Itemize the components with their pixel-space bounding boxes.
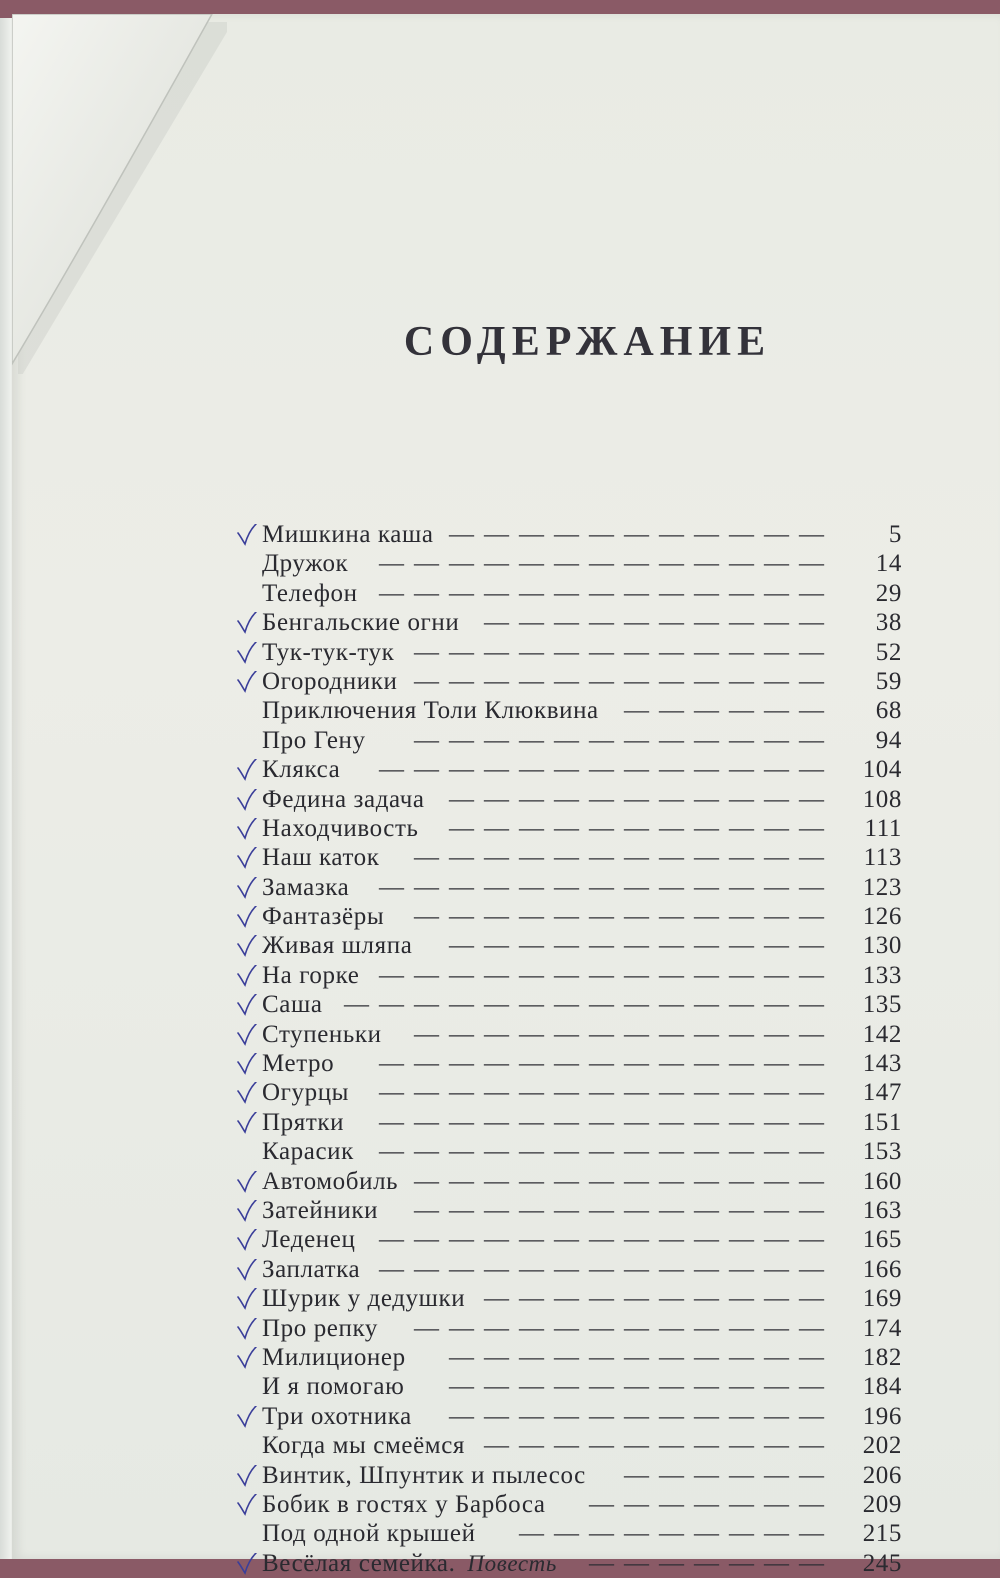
toc-page-number: 135 (862, 991, 902, 1019)
toc-entry-title-text: Ступеньки (262, 1020, 382, 1048)
toc-page-number: 68 (875, 697, 902, 725)
handwritten-check-icon (236, 1465, 258, 1487)
dash-leader: ————————————— (379, 1226, 834, 1254)
dash-leader: ——————— (589, 1490, 834, 1518)
toc-entry-title (262, 1167, 398, 1196)
toc-page-number: 142 (862, 1020, 902, 1048)
handwritten-check-icon (236, 1259, 258, 1281)
toc-entry (262, 1078, 902, 1107)
toc-page-number: 160 (862, 1167, 902, 1195)
toc-entry-title (262, 1402, 412, 1431)
dash-leader: ———————————— (414, 1314, 834, 1342)
toc-page-number: 206 (862, 1461, 902, 1489)
toc-entry-title (262, 1343, 406, 1372)
handwritten-check-icon (236, 1494, 258, 1516)
toc-entry (262, 638, 902, 667)
toc-page-number: 29 (875, 579, 902, 607)
dash-leader: ————————————— (379, 961, 834, 989)
dash-leader: —————————— (484, 609, 834, 637)
toc-page-number: 209 (862, 1490, 902, 1518)
toc-entry (262, 520, 902, 549)
toc-page-number: 52 (875, 638, 902, 666)
toc-entry (262, 814, 902, 843)
dash-leader: ——————————— (449, 1402, 834, 1430)
toc-entry-title (262, 579, 358, 608)
toc-entry-title-text: Фантазёры (262, 903, 385, 931)
toc-entry (262, 1196, 902, 1225)
toc-entry (262, 785, 902, 814)
dash-leader: ——————————— (449, 1373, 834, 1401)
toc-page-number: 147 (862, 1079, 902, 1107)
dash-leader: ————————————— (379, 579, 834, 607)
dash-leader: ————————————— (379, 1138, 834, 1166)
toc-entry-title-text: Карасик (262, 1138, 354, 1166)
toc-page-number: 165 (862, 1226, 902, 1254)
toc-page-number: 184 (862, 1373, 902, 1401)
toc-entry-title (262, 1108, 344, 1137)
toc-page-number: 111 (864, 814, 902, 842)
dash-leader: ————————— (519, 1520, 834, 1548)
toc-page-number: 196 (862, 1402, 902, 1430)
dash-leader: ——————————— (449, 814, 834, 842)
toc-entry-title (262, 726, 366, 755)
toc-entry (262, 902, 902, 931)
dash-leader: ————————————— (379, 1050, 834, 1078)
table-of-contents (262, 520, 902, 1578)
toc-entry-title-text: Про Гену (262, 726, 366, 754)
toc-page-number: 5 (888, 521, 902, 548)
toc-entry-title-text: И я помогаю (262, 1373, 405, 1401)
dash-leader: —————— (624, 697, 834, 725)
toc-entry (262, 961, 902, 990)
toc-page-number: 215 (862, 1520, 902, 1548)
toc-entry-title (262, 549, 348, 578)
dash-leader: —————————— (484, 1432, 834, 1460)
dash-leader: ———————————— (414, 667, 834, 695)
dash-leader: ———————————— (414, 1020, 834, 1048)
dash-leader: —————————— (484, 1285, 834, 1313)
toc-entry (262, 1108, 902, 1137)
toc-page-number: 14 (875, 550, 902, 578)
handwritten-check-icon (236, 642, 258, 664)
toc-page-number: 130 (862, 932, 902, 960)
toc-entry-title (262, 1284, 465, 1313)
handwritten-check-icon (236, 1553, 258, 1575)
toc-entry-title (262, 608, 459, 637)
toc-entry-title-text: Находчивость (262, 814, 419, 842)
toc-entry-title-text: Шурик у дедушки (262, 1285, 466, 1313)
toc-page-number: 174 (862, 1314, 902, 1342)
toc-entry-title-text: Живая шляпа (262, 932, 413, 960)
toc-entry-title (262, 1020, 382, 1049)
toc-entry-title (262, 1196, 378, 1225)
handwritten-check-icon (236, 1053, 258, 1075)
dash-leader: ———————————— (414, 1196, 834, 1224)
toc-entry-title-text: Приключения Толи Клюквина (262, 697, 599, 725)
toc-entry (262, 1372, 902, 1401)
toc-entry-title-text: Затейники (262, 1196, 379, 1224)
toc-page-number: 59 (875, 667, 902, 695)
toc-page-number: 94 (875, 726, 902, 754)
toc-page-number: 104 (862, 756, 902, 784)
toc-entry-title-text: Леденец (262, 1226, 356, 1254)
toc-page-number: 108 (862, 785, 902, 813)
handwritten-check-icon (236, 1171, 258, 1193)
toc-entry-title (262, 1372, 404, 1401)
toc-entry-title-text: Замазка (262, 873, 350, 901)
toc-entry (262, 1314, 902, 1343)
toc-entry-title (262, 1255, 360, 1284)
handwritten-check-icon (236, 906, 258, 928)
dash-leader: ———————————— (414, 726, 834, 754)
toc-entry-title (262, 1314, 378, 1343)
toc-entry-title-text: Под одной крышей (262, 1520, 476, 1548)
dash-leader: ———————————— (414, 1167, 834, 1195)
handwritten-check-icon (236, 935, 258, 957)
handwritten-check-icon (236, 877, 258, 899)
handwritten-check-icon (236, 994, 258, 1016)
dash-leader: ———————————— (414, 903, 834, 931)
toc-entry-title (262, 1431, 465, 1460)
handwritten-check-icon (236, 1318, 258, 1340)
dash-leader: ————————————— (379, 1079, 834, 1107)
dash-leader: —————— (624, 1461, 834, 1489)
toc-page-number: 38 (875, 609, 902, 637)
dash-leader: ——————————— (449, 932, 834, 960)
toc-page-number: 133 (862, 961, 902, 989)
toc-page-number: 123 (862, 873, 902, 901)
toc-entry-title (262, 1137, 354, 1166)
handwritten-check-icon (236, 1406, 258, 1428)
toc-entry-title-text: Бобик в гостях у Барбоса (262, 1490, 546, 1518)
toc-entry (262, 1549, 902, 1578)
toc-entry-title-text: Тук-тук-тук (262, 638, 395, 666)
toc-entry-title-text: Саша (262, 991, 323, 1019)
dash-leader: ———————————— (414, 638, 834, 666)
toc-entry (262, 608, 902, 637)
toc-entry (262, 1343, 902, 1372)
toc-entry-title-text: Весёлая семейка. (262, 1549, 456, 1577)
toc-entry-title (262, 961, 359, 990)
toc-entry-title (262, 638, 394, 667)
toc-entry-title-text: На горке (262, 961, 360, 989)
toc-entry-subtitle: Повесть (467, 1550, 557, 1576)
toc-entry-title (262, 1461, 586, 1490)
handwritten-check-icon (236, 759, 258, 781)
toc-entry (262, 549, 902, 578)
dash-leader: ————————————— (379, 1255, 834, 1283)
dash-leader: —————————————— (344, 991, 834, 1019)
handwritten-check-icon (236, 1112, 258, 1134)
toc-entry-title (262, 1078, 349, 1107)
toc-page-number: 169 (862, 1285, 902, 1313)
handwritten-check-icon (236, 1347, 258, 1369)
toc-entry-title (262, 1225, 355, 1254)
handwritten-check-icon (236, 1082, 258, 1104)
toc-entry-title-text: Телефон (262, 579, 358, 607)
toc-entry-title-text: Федина задача (262, 785, 425, 813)
toc-entry-title-text: Метро (262, 1050, 335, 1078)
toc-entry-title-text: Три охотника (262, 1402, 412, 1430)
toc-entry-title (262, 520, 434, 549)
toc-entry-title-text: Прятки (262, 1108, 345, 1136)
toc-entry (262, 873, 902, 902)
toc-page-number: 151 (862, 1108, 902, 1136)
handwritten-check-icon (236, 847, 258, 869)
toc-entry-title (262, 696, 599, 725)
toc-page-number: 163 (862, 1196, 902, 1224)
toc-page-number: 166 (862, 1255, 902, 1283)
dash-leader: ——————— (589, 1549, 834, 1577)
handwritten-check-icon (236, 612, 258, 634)
handwritten-check-icon (236, 671, 258, 693)
toc-entry-title-text: Винтик, Шпунтик и пылесос (262, 1461, 586, 1489)
toc-entry-title-text: Огородники (262, 667, 398, 695)
handwritten-check-icon (236, 524, 258, 546)
toc-entry (262, 755, 902, 784)
toc-entry (262, 1490, 902, 1519)
toc-entry-title (262, 814, 419, 843)
toc-entry-title (262, 931, 412, 960)
toc-entry-title (262, 785, 425, 814)
toc-page-number: 182 (862, 1343, 902, 1371)
toc-entry (262, 1167, 902, 1196)
toc-entry-title-text: Дружок (262, 550, 349, 578)
dash-leader: ————————————— (379, 550, 834, 578)
toc-entry-title-text: Наш каток (262, 844, 380, 872)
toc-entry-title-text: Огурцы (262, 1079, 350, 1107)
handwritten-check-icon (236, 1288, 258, 1310)
dash-leader: ——————————— (449, 1343, 834, 1371)
toc-entry-title-text: Заплатка (262, 1255, 361, 1283)
toc-entry-title (262, 1549, 557, 1578)
toc-entry-title (262, 1490, 546, 1519)
toc-entry-title (262, 873, 349, 902)
handwritten-check-icon (236, 818, 258, 840)
toc-entry-title (262, 843, 380, 872)
handwritten-check-icon (236, 965, 258, 987)
toc-entry-title (262, 1519, 476, 1548)
handwritten-check-icon (236, 789, 258, 811)
page-title: СОДЕРЖАНИЕ (403, 319, 772, 365)
toc-entry (262, 579, 902, 608)
toc-page-number: 113 (863, 844, 902, 872)
toc-entry (262, 1020, 902, 1049)
handwritten-check-icon (236, 1229, 258, 1251)
dash-leader: ——————————— (449, 521, 834, 548)
toc-entry (262, 1519, 902, 1548)
toc-page-number: 202 (862, 1432, 902, 1460)
toc-entry (262, 696, 902, 725)
toc-entry-title-text: Мишкина каша (262, 521, 434, 548)
toc-entry (262, 1137, 902, 1166)
toc-entry (262, 1049, 902, 1078)
toc-entry-title-text: Про репку (262, 1314, 378, 1342)
toc-page-number: 245 (862, 1549, 902, 1577)
toc-entry (262, 931, 902, 960)
toc-entry-title (262, 667, 397, 696)
toc-entry (262, 726, 902, 755)
toc-entry (262, 1284, 902, 1313)
handwritten-check-icon (236, 1200, 258, 1222)
toc-entry-title-text: Клякса (262, 756, 341, 784)
toc-entry (262, 1255, 902, 1284)
dash-leader: ———————————— (414, 844, 834, 872)
handwritten-check-icon (236, 1024, 258, 1046)
toc-entry (262, 1225, 902, 1254)
toc-page-number: 126 (862, 903, 902, 931)
toc-entry (262, 1402, 902, 1431)
dash-leader: ————————————— (379, 756, 834, 784)
toc-entry-title (262, 755, 340, 784)
toc-entry-title (262, 990, 323, 1019)
toc-entry (262, 990, 902, 1019)
toc-page-number: 143 (862, 1050, 902, 1078)
toc-entry (262, 667, 902, 696)
toc-entry-title-text: Автомобиль (262, 1167, 399, 1195)
toc-entry-title (262, 1049, 334, 1078)
dash-leader: ——————————— (449, 785, 834, 813)
toc-entry (262, 843, 902, 872)
toc-page-number: 153 (862, 1138, 902, 1166)
toc-entry (262, 1461, 902, 1490)
toc-entry (262, 1431, 902, 1460)
dash-leader: ————————————— (379, 873, 834, 901)
toc-entry-title-text: Милиционер (262, 1343, 406, 1371)
toc-entry-title (262, 902, 384, 931)
toc-entry-title-text: Когда мы смеёмся (262, 1432, 465, 1460)
toc-entry-title-text: Бенгальские огни (262, 609, 460, 637)
dash-leader: ————————————— (379, 1108, 834, 1136)
